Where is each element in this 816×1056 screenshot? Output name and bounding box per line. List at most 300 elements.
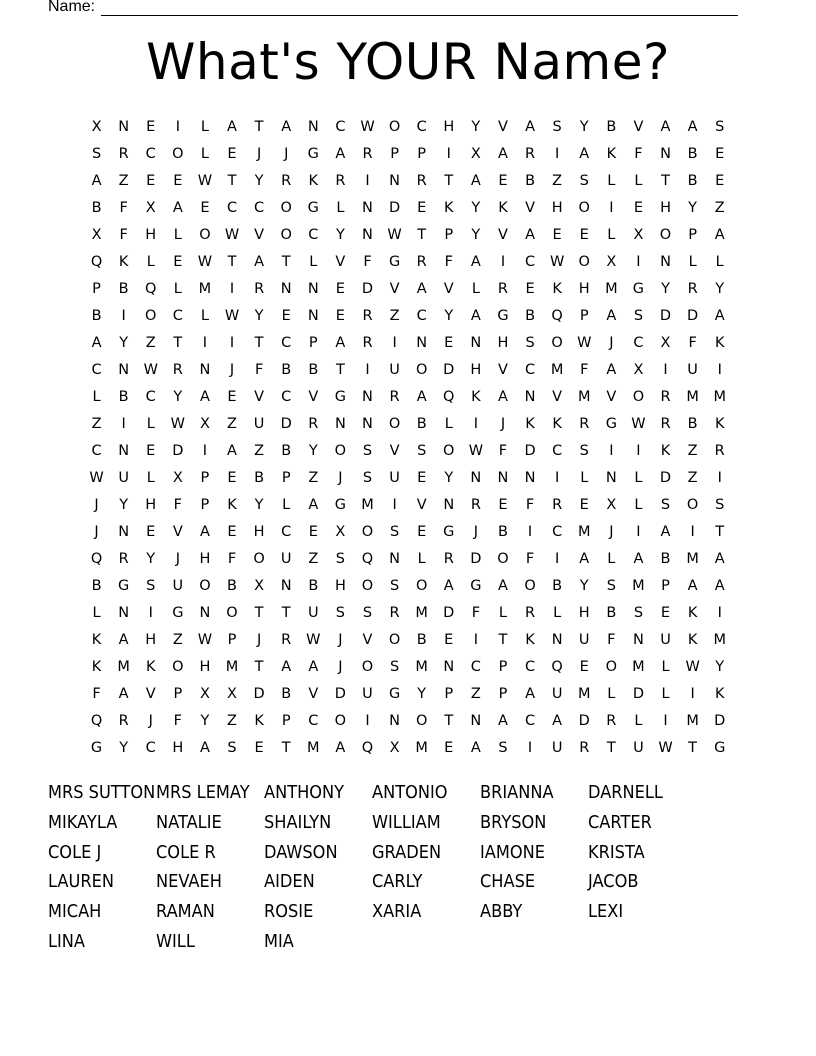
grid-letter[interactable]: Y bbox=[308, 442, 318, 459]
grid-letter[interactable]: X bbox=[199, 415, 210, 432]
grid-letter[interactable]: P bbox=[281, 469, 291, 486]
grid-letter[interactable]: N bbox=[307, 307, 319, 324]
grid-letter[interactable]: B bbox=[91, 577, 102, 594]
grid-letter[interactable]: A bbox=[552, 712, 563, 729]
grid-letter[interactable]: Y bbox=[417, 685, 427, 702]
grid-letter[interactable]: N bbox=[307, 280, 319, 297]
grid-letter[interactable]: R bbox=[254, 280, 265, 297]
grid-letter[interactable]: I bbox=[473, 415, 478, 432]
grid-letter[interactable]: H bbox=[199, 550, 211, 567]
grid-letter[interactable]: N bbox=[334, 415, 346, 432]
grid-letter[interactable]: P bbox=[444, 685, 454, 702]
grid-letter[interactable]: D bbox=[172, 442, 184, 459]
grid-letter[interactable]: C bbox=[91, 442, 102, 459]
grid-letter[interactable]: I bbox=[555, 145, 560, 162]
grid-letter[interactable]: K bbox=[714, 685, 725, 702]
grid-letter[interactable]: U bbox=[633, 739, 644, 756]
grid-letter[interactable]: I bbox=[690, 523, 695, 540]
grid-letter[interactable]: E bbox=[552, 226, 562, 243]
grid-letter[interactable]: S bbox=[362, 442, 373, 459]
grid-letter[interactable]: V bbox=[497, 226, 508, 243]
grid-letter[interactable]: B bbox=[91, 199, 102, 216]
grid-letter[interactable]: T bbox=[417, 226, 427, 243]
grid-letter[interactable]: A bbox=[118, 685, 129, 702]
grid-letter[interactable]: R bbox=[606, 712, 617, 729]
grid-letter[interactable]: O bbox=[659, 226, 672, 243]
grid-letter[interactable]: E bbox=[146, 523, 156, 540]
grid-letter[interactable]: B bbox=[552, 577, 563, 594]
grid-letter[interactable]: N bbox=[389, 712, 400, 729]
grid-letter[interactable]: P bbox=[200, 496, 210, 513]
grid-letter[interactable]: E bbox=[335, 307, 345, 324]
grid-letter[interactable]: R bbox=[281, 172, 292, 189]
grid-letter[interactable]: A bbox=[416, 388, 427, 405]
grid-letter[interactable]: J bbox=[338, 658, 343, 675]
grid-letter[interactable]: G bbox=[334, 496, 347, 513]
grid-letter[interactable]: P bbox=[390, 145, 399, 162]
grid-letter[interactable]: T bbox=[281, 253, 291, 270]
grid-letter[interactable]: A bbox=[660, 118, 671, 135]
grid-letter[interactable]: S bbox=[579, 442, 589, 459]
grid-letter[interactable]: K bbox=[525, 415, 535, 432]
grid-letter[interactable]: C bbox=[524, 712, 536, 729]
grid-letter[interactable]: I bbox=[609, 442, 614, 459]
grid-letter[interactable]: J bbox=[338, 469, 343, 486]
grid-letter[interactable]: L bbox=[471, 280, 480, 297]
grid-letter[interactable]: L bbox=[607, 172, 616, 189]
grid-letter[interactable]: J bbox=[256, 631, 262, 648]
grid-letter[interactable]: Z bbox=[91, 415, 102, 432]
grid-letter[interactable]: P bbox=[173, 685, 183, 702]
grid-letter[interactable]: P bbox=[661, 577, 670, 594]
grid-letter[interactable]: O bbox=[145, 307, 157, 324]
grid-letter[interactable]: C bbox=[524, 361, 536, 378]
grid-letter[interactable]: X bbox=[91, 226, 102, 243]
grid-letter[interactable]: S bbox=[552, 118, 562, 135]
grid-letter[interactable]: M bbox=[713, 388, 726, 405]
grid-letter[interactable]: V bbox=[633, 118, 644, 135]
grid-letter[interactable]: R bbox=[172, 361, 183, 378]
grid-letter[interactable]: A bbox=[227, 118, 237, 135]
grid-letter[interactable]: T bbox=[444, 172, 454, 189]
grid-letter[interactable]: Y bbox=[444, 469, 454, 486]
grid-letter[interactable]: V bbox=[389, 442, 400, 459]
grid-letter[interactable]: A bbox=[633, 550, 644, 567]
grid-letter[interactable]: Z bbox=[254, 442, 265, 459]
grid-letter[interactable]: T bbox=[254, 334, 264, 351]
grid-letter[interactable]: Y bbox=[715, 280, 725, 297]
grid-letter[interactable]: N bbox=[497, 469, 509, 486]
grid-letter[interactable]: F bbox=[254, 361, 264, 378]
grid-letter[interactable]: O bbox=[578, 253, 590, 270]
grid-letter[interactable]: B bbox=[416, 631, 427, 648]
grid-letter[interactable]: O bbox=[199, 226, 211, 243]
grid-letter[interactable]: O bbox=[226, 604, 238, 621]
grid-letter[interactable]: R bbox=[416, 172, 427, 189]
grid-letter[interactable]: L bbox=[146, 253, 155, 270]
grid-letter[interactable]: J bbox=[94, 523, 99, 540]
grid-letter[interactable]: W bbox=[143, 361, 158, 378]
grid-letter[interactable]: S bbox=[389, 577, 400, 594]
grid-letter[interactable]: F bbox=[363, 253, 372, 270]
grid-letter[interactable]: F bbox=[444, 253, 453, 270]
grid-letter[interactable]: K bbox=[91, 631, 102, 648]
grid-letter[interactable]: Y bbox=[173, 388, 183, 405]
grid-letter[interactable]: I bbox=[175, 118, 180, 135]
grid-letter[interactable]: A bbox=[199, 388, 210, 405]
grid-letter[interactable]: S bbox=[417, 442, 427, 459]
grid-letter[interactable]: L bbox=[92, 604, 101, 621]
grid-letter[interactable]: I bbox=[473, 631, 478, 648]
grid-letter[interactable]: C bbox=[308, 226, 319, 243]
grid-letter[interactable]: A bbox=[687, 577, 698, 594]
grid-letter[interactable]: N bbox=[443, 496, 455, 513]
grid-letter[interactable]: X bbox=[389, 739, 400, 756]
grid-letter[interactable]: Y bbox=[688, 199, 698, 216]
grid-letter[interactable]: R bbox=[118, 550, 129, 567]
grid-letter[interactable]: E bbox=[579, 496, 589, 513]
grid-letter[interactable]: N bbox=[443, 658, 455, 675]
grid-letter[interactable]: Z bbox=[118, 172, 129, 189]
grid-letter[interactable]: V bbox=[308, 388, 319, 405]
grid-letter[interactable]: L bbox=[634, 496, 643, 513]
grid-letter[interactable]: M bbox=[686, 712, 699, 729]
grid-letter[interactable]: L bbox=[607, 550, 616, 567]
grid-letter[interactable]: N bbox=[307, 118, 319, 135]
grid-letter[interactable]: M bbox=[361, 496, 374, 513]
grid-letter[interactable]: K bbox=[254, 712, 264, 729]
grid-letter[interactable]: X bbox=[172, 469, 183, 486]
grid-letter[interactable]: N bbox=[118, 442, 130, 459]
grid-letter[interactable]: G bbox=[388, 685, 401, 702]
grid-letter[interactable]: W bbox=[577, 334, 592, 351]
grid-letter[interactable]: D bbox=[470, 550, 482, 567]
grid-letter[interactable]: P bbox=[417, 145, 427, 162]
grid-letter[interactable]: P bbox=[688, 226, 697, 243]
grid-letter[interactable]: J bbox=[609, 334, 614, 351]
grid-letter[interactable]: S bbox=[525, 334, 535, 351]
grid-letter[interactable]: Y bbox=[444, 307, 454, 324]
grid-letter[interactable]: Z bbox=[389, 307, 400, 324]
grid-letter[interactable]: P bbox=[92, 280, 101, 297]
grid-letter[interactable]: B bbox=[281, 685, 292, 702]
grid-letter[interactable]: F bbox=[471, 604, 481, 621]
grid-letter[interactable]: G bbox=[443, 523, 455, 540]
grid-letter[interactable]: I bbox=[717, 361, 722, 378]
grid-letter[interactable]: V bbox=[497, 118, 508, 135]
grid-letter[interactable]: I bbox=[555, 550, 560, 567]
grid-letter[interactable]: L bbox=[688, 253, 697, 270]
grid-letter[interactable]: M bbox=[415, 739, 428, 756]
grid-letter[interactable]: Y bbox=[661, 280, 670, 297]
grid-letter[interactable]: T bbox=[444, 712, 454, 729]
grid-letter[interactable]: R bbox=[389, 388, 400, 405]
grid-letter[interactable]: A bbox=[497, 712, 508, 729]
grid-letter[interactable]: G bbox=[388, 253, 401, 270]
grid-letter[interactable]: L bbox=[553, 604, 562, 621]
grid-letter[interactable]: T bbox=[335, 361, 345, 378]
grid-letter[interactable]: S bbox=[335, 604, 345, 621]
grid-letter[interactable]: Y bbox=[119, 334, 129, 351]
grid-letter[interactable]: Q bbox=[90, 550, 103, 567]
grid-letter[interactable]: I bbox=[717, 604, 722, 621]
grid-letter[interactable]: M bbox=[577, 388, 591, 405]
grid-letter[interactable]: A bbox=[525, 685, 535, 702]
grid-letter[interactable]: N bbox=[632, 631, 644, 648]
grid-letter[interactable]: U bbox=[551, 685, 563, 702]
grid-letter[interactable]: F bbox=[688, 334, 697, 351]
grid-letter[interactable]: A bbox=[308, 496, 319, 513]
grid-letter[interactable]: N bbox=[389, 550, 400, 567]
grid-letter[interactable]: K bbox=[227, 496, 237, 513]
grid-letter[interactable]: R bbox=[362, 334, 373, 351]
grid-letter[interactable]: W bbox=[170, 415, 185, 432]
grid-letter[interactable]: J bbox=[338, 631, 343, 648]
grid-letter[interactable]: L bbox=[173, 280, 182, 297]
grid-letter[interactable]: B bbox=[308, 577, 319, 594]
grid-letter[interactable]: N bbox=[118, 604, 130, 621]
grid-letter[interactable]: F bbox=[173, 496, 182, 513]
grid-letter[interactable]: G bbox=[118, 577, 130, 594]
grid-letter[interactable]: S bbox=[606, 577, 616, 594]
grid-letter[interactable]: R bbox=[416, 253, 427, 270]
grid-letter[interactable]: E bbox=[417, 469, 427, 486]
grid-letter[interactable]: B bbox=[606, 604, 617, 621]
grid-letter[interactable]: A bbox=[443, 577, 454, 594]
grid-letter[interactable]: D bbox=[524, 442, 536, 459]
grid-letter[interactable]: D bbox=[280, 415, 292, 432]
grid-letter[interactable]: P bbox=[308, 334, 318, 351]
grid-letter[interactable]: K bbox=[525, 631, 535, 648]
grid-letter[interactable]: H bbox=[172, 739, 184, 756]
grid-letter[interactable]: M bbox=[632, 577, 645, 594]
grid-letter[interactable]: Q bbox=[361, 550, 374, 567]
grid-letter[interactable]: I bbox=[609, 199, 614, 216]
grid-letter[interactable]: W bbox=[89, 469, 104, 486]
grid-letter[interactable]: A bbox=[579, 550, 590, 567]
grid-letter[interactable]: O bbox=[172, 145, 184, 162]
grid-letter[interactable]: C bbox=[91, 361, 102, 378]
grid-letter[interactable]: F bbox=[498, 442, 508, 459]
grid-letter[interactable]: Y bbox=[471, 118, 481, 135]
grid-letter[interactable]: R bbox=[362, 145, 373, 162]
grid-letter[interactable]: N bbox=[551, 631, 563, 648]
grid-letter[interactable]: A bbox=[687, 118, 698, 135]
grid-letter[interactable]: C bbox=[281, 388, 292, 405]
grid-letter[interactable]: D bbox=[632, 685, 644, 702]
grid-letter[interactable]: A bbox=[470, 253, 481, 270]
grid-letter[interactable]: L bbox=[92, 388, 101, 405]
grid-letter[interactable]: C bbox=[308, 712, 319, 729]
grid-letter[interactable]: F bbox=[525, 496, 535, 513]
grid-letter[interactable]: N bbox=[470, 712, 482, 729]
grid-letter[interactable]: N bbox=[605, 469, 617, 486]
grid-letter[interactable]: S bbox=[715, 118, 725, 135]
grid-letter[interactable]: R bbox=[443, 550, 454, 567]
grid-letter[interactable]: A bbox=[335, 334, 346, 351]
grid-letter[interactable]: Z bbox=[687, 442, 698, 459]
grid-letter[interactable]: D bbox=[659, 307, 672, 324]
grid-letter[interactable]: T bbox=[173, 334, 183, 351]
grid-letter[interactable]: S bbox=[389, 658, 400, 675]
grid-letter[interactable]: A bbox=[606, 361, 617, 378]
grid-letter[interactable]: Y bbox=[579, 118, 589, 135]
grid-letter[interactable]: O bbox=[497, 550, 509, 567]
grid-letter[interactable]: T bbox=[227, 253, 237, 270]
grid-letter[interactable]: Z bbox=[552, 172, 563, 189]
grid-letter[interactable]: A bbox=[470, 739, 481, 756]
grid-letter[interactable]: B bbox=[416, 415, 427, 432]
grid-letter[interactable]: A bbox=[660, 523, 671, 540]
grid-letter[interactable]: F bbox=[607, 631, 616, 648]
grid-letter[interactable]: Y bbox=[119, 496, 129, 513]
grid-letter[interactable]: S bbox=[389, 523, 400, 540]
grid-letter[interactable]: E bbox=[444, 631, 454, 648]
grid-letter[interactable]: E bbox=[633, 199, 643, 216]
grid-letter[interactable]: G bbox=[714, 739, 726, 756]
grid-letter[interactable]: O bbox=[443, 442, 455, 459]
grid-letter[interactable]: L bbox=[200, 118, 209, 135]
grid-letter[interactable]: Y bbox=[254, 307, 264, 324]
grid-letter[interactable]: R bbox=[335, 172, 346, 189]
grid-letter[interactable]: R bbox=[552, 496, 563, 513]
grid-letter[interactable]: O bbox=[388, 118, 401, 135]
grid-letter[interactable]: R bbox=[118, 712, 129, 729]
grid-letter[interactable]: A bbox=[335, 739, 346, 756]
grid-letter[interactable]: T bbox=[254, 118, 264, 135]
grid-letter[interactable]: Q bbox=[551, 307, 563, 324]
grid-letter[interactable]: O bbox=[334, 712, 347, 729]
grid-letter[interactable]: W bbox=[387, 226, 402, 243]
grid-letter[interactable]: P bbox=[200, 469, 210, 486]
grid-letter[interactable]: Y bbox=[254, 172, 264, 189]
grid-letter[interactable]: Z bbox=[227, 415, 237, 432]
grid-letter[interactable]: A bbox=[714, 307, 725, 324]
grid-letter[interactable]: C bbox=[416, 118, 427, 135]
grid-letter[interactable]: A bbox=[416, 280, 427, 297]
grid-letter[interactable]: O bbox=[280, 199, 292, 216]
grid-letter[interactable]: A bbox=[714, 577, 725, 594]
grid-letter[interactable]: L bbox=[607, 226, 616, 243]
grid-letter[interactable]: K bbox=[308, 172, 319, 189]
grid-letter[interactable]: C bbox=[145, 145, 156, 162]
grid-letter[interactable]: T bbox=[254, 658, 264, 675]
grid-letter[interactable]: J bbox=[500, 415, 506, 432]
grid-letter[interactable]: U bbox=[389, 361, 400, 378]
grid-letter[interactable]: I bbox=[148, 604, 153, 621]
grid-letter[interactable]: V bbox=[254, 388, 265, 405]
grid-letter[interactable]: O bbox=[551, 334, 563, 351]
grid-letter[interactable]: L bbox=[146, 415, 155, 432]
grid-letter[interactable]: E bbox=[525, 280, 535, 297]
grid-letter[interactable]: J bbox=[229, 361, 235, 378]
grid-letter[interactable]: M bbox=[577, 523, 591, 540]
grid-letter[interactable]: M bbox=[605, 280, 618, 297]
grid-letter[interactable]: M bbox=[117, 658, 130, 675]
grid-letter[interactable]: W bbox=[197, 253, 213, 270]
grid-letter[interactable]: R bbox=[308, 415, 319, 432]
grid-letter[interactable]: V bbox=[497, 361, 508, 378]
grid-letter[interactable]: B bbox=[687, 172, 698, 189]
grid-letter[interactable]: K bbox=[714, 334, 725, 351]
grid-letter[interactable]: G bbox=[172, 604, 184, 621]
grid-letter[interactable]: P bbox=[444, 226, 454, 243]
grid-letter[interactable]: A bbox=[254, 253, 265, 270]
grid-letter[interactable]: N bbox=[524, 388, 536, 405]
grid-letter[interactable]: J bbox=[94, 496, 99, 513]
grid-letter[interactable]: H bbox=[145, 631, 157, 648]
grid-letter[interactable]: O bbox=[632, 388, 645, 405]
grid-letter[interactable]: A bbox=[199, 523, 210, 540]
grid-letter[interactable]: N bbox=[660, 253, 671, 270]
grid-letter[interactable]: Q bbox=[443, 388, 455, 405]
grid-letter[interactable]: Z bbox=[172, 631, 183, 648]
grid-letter[interactable]: Q bbox=[361, 739, 374, 756]
grid-letter[interactable]: Z bbox=[714, 199, 725, 216]
grid-letter[interactable]: G bbox=[90, 739, 103, 756]
grid-letter[interactable]: A bbox=[714, 226, 725, 243]
grid-letter[interactable]: N bbox=[470, 469, 482, 486]
grid-letter[interactable]: O bbox=[253, 550, 265, 567]
grid-letter[interactable]: G bbox=[470, 577, 482, 594]
grid-letter[interactable]: L bbox=[580, 469, 589, 486]
grid-letter[interactable]: Z bbox=[308, 550, 319, 567]
grid-letter[interactable]: L bbox=[661, 685, 670, 702]
grid-letter[interactable]: O bbox=[415, 577, 428, 594]
grid-letter[interactable]: N bbox=[199, 361, 211, 378]
grid-letter[interactable]: K bbox=[714, 415, 725, 432]
grid-letter[interactable]: O bbox=[361, 577, 374, 594]
grid-letter[interactable]: J bbox=[256, 145, 262, 162]
grid-letter[interactable]: H bbox=[145, 496, 157, 513]
grid-letter[interactable]: J bbox=[284, 145, 289, 162]
grid-letter[interactable]: C bbox=[470, 658, 481, 675]
grid-letter[interactable]: E bbox=[417, 199, 427, 216]
name-field[interactable] bbox=[48, 0, 738, 16]
grid-letter[interactable]: O bbox=[334, 442, 347, 459]
grid-letter[interactable]: V bbox=[416, 496, 427, 513]
grid-letter[interactable]: C bbox=[552, 523, 563, 540]
grid-letter[interactable]: I bbox=[663, 712, 668, 729]
grid-letter[interactable]: T bbox=[606, 739, 616, 756]
grid-letter[interactable]: S bbox=[579, 172, 589, 189]
grid-letter[interactable]: L bbox=[146, 469, 155, 486]
grid-letter[interactable]: K bbox=[91, 658, 102, 675]
grid-letter[interactable]: Y bbox=[715, 658, 725, 675]
grid-letter[interactable]: I bbox=[636, 523, 641, 540]
grid-letter[interactable]: A bbox=[118, 631, 129, 648]
grid-letter[interactable]: W bbox=[658, 739, 673, 756]
grid-letter[interactable]: A bbox=[281, 658, 292, 675]
grid-letter[interactable]: L bbox=[417, 550, 426, 567]
grid-letter[interactable]: Z bbox=[145, 334, 156, 351]
grid-letter[interactable]: L bbox=[200, 307, 209, 324]
grid-letter[interactable]: F bbox=[525, 550, 535, 567]
grid-letter[interactable]: W bbox=[306, 631, 321, 648]
grid-letter[interactable]: V bbox=[443, 280, 454, 297]
grid-letter[interactable]: W bbox=[224, 226, 240, 243]
grid-letter[interactable]: V bbox=[525, 199, 535, 216]
grid-letter[interactable]: N bbox=[362, 415, 373, 432]
grid-letter[interactable]: K bbox=[606, 145, 617, 162]
grid-letter[interactable]: T bbox=[281, 604, 291, 621]
grid-letter[interactable]: I bbox=[365, 712, 370, 729]
grid-letter[interactable]: I bbox=[636, 253, 641, 270]
grid-letter[interactable]: I bbox=[365, 172, 370, 189]
grid-letter[interactable]: C bbox=[281, 334, 292, 351]
grid-letter[interactable]: O bbox=[388, 631, 401, 648]
grid-letter[interactable]: R bbox=[118, 145, 129, 162]
